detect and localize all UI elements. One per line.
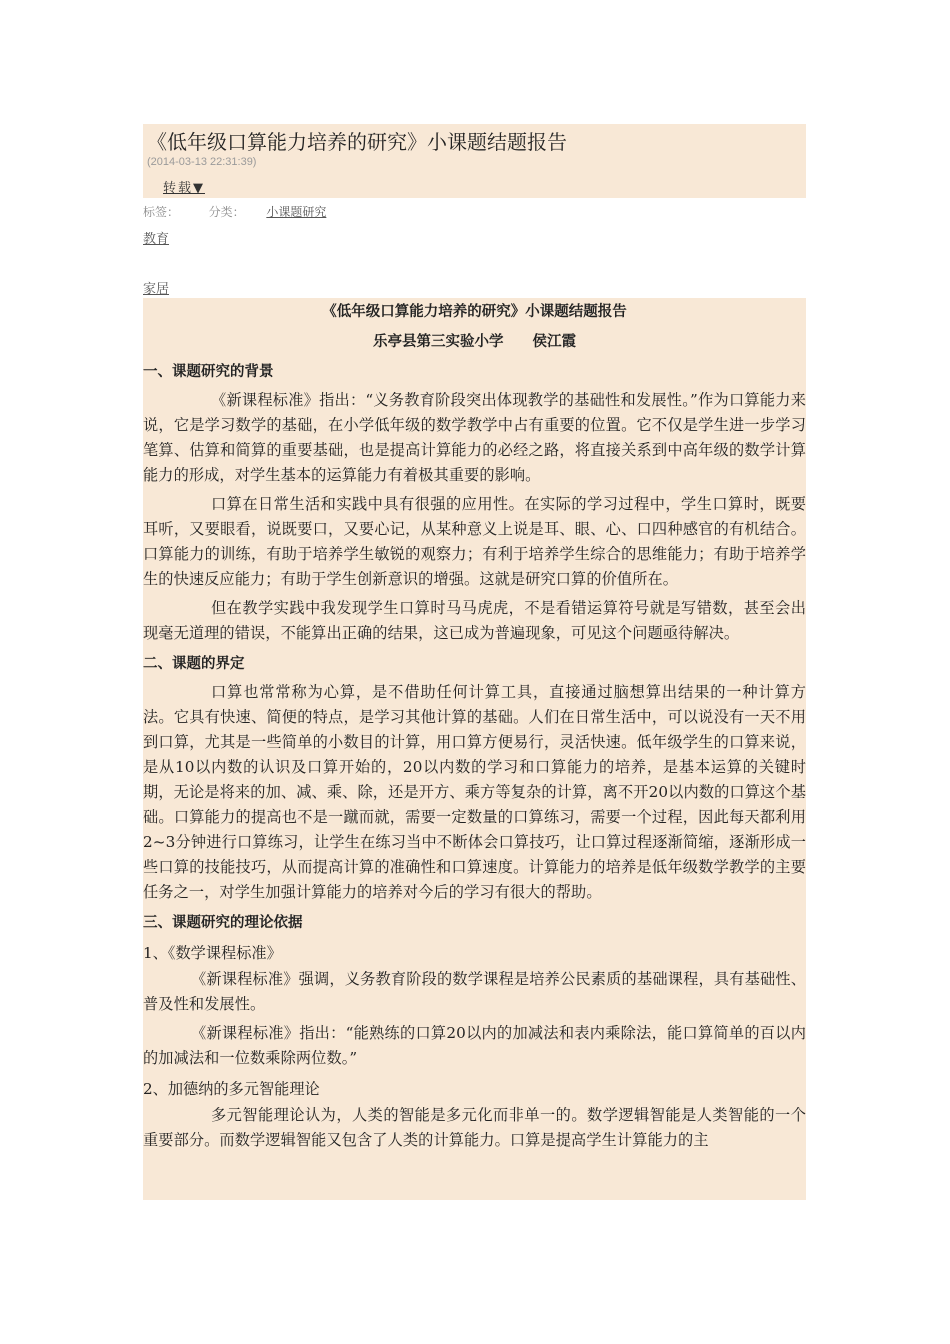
tag-link-education[interactable]: 教育 [143,232,170,247]
article-body [143,298,806,1200]
tags-label: 标签： [143,205,180,219]
post-header [143,124,806,198]
category-link[interactable]: 小课题研究 [266,205,327,219]
paragraph-2: 口算在日常生活和实践中具有很强的应用性。在实际的学习过程中，学生口算时，既要耳听，又要眼看，说既要口，又要心记，从某种意义上说是耳、眼、心、口四种感官的有机结合。口算能力的训练，有助于培养学生敏锐的观察力；有利于培养学生综合的思维能力；有助于培养学生的快速反应能力；有助于学生创新意识的增强。这就是研究口算的价值所在。 [143,495,806,588]
list-item-2: 2、加德纳的多元智能理论 [143,1080,320,1098]
repost-button[interactable]: 转载▼ [163,181,205,196]
paragraph-6: 《新课程标准》指出：“能熟练的口算20以内的加减法和表内乘除法，能口算简单的百以内的加减法和一位数乘除两位数。” [143,1024,806,1067]
tag-link-home[interactable]: 家居 [143,282,170,297]
paragraph-4: 口算也常常称为心算，是不借助任何计算工具，直接通过脑想算出结果的一种计算方法。它具有快速、简便的特点，是学习其他计算的基础。人们在日常生活中，可以说没有一天不用到口算，尤其是一些简单的小数目的计算，用口算方便易行，灵活快速。低年级学生的口算来说，是从10以内数的认识及口算开始的，20以内数的学习和口算能力的培养，是基本运算的关键时期，无论是将来的加、减、乘、除，还是开方、乘方等复杂的计算，离不开20以内数的口算这个基础。口算能力的提高也不是一蹴而就，需要一定数量的口算练习，需要一个过程，因此每天都利用2~3分钟进行口算练习，让学生在练习当中不断体会口算技巧，让口算过程逐渐简缩，逐渐形成一些口算的技能技巧，从而提高计算的准确性和口算速度。计算能力的培养是低年级数学教学的主要任务之一，对学生加强计算能力的培养对今后的学习有很大的帮助。 [143,683,806,901]
paragraph-7: 多元智能理论认为，人类的智能是多元化而非单一的。数学逻辑智能是人类智能的一个重要部分。而数学逻辑智能又包含了人类的计算能力。口算是提高学生计算能力的主 [143,1106,806,1149]
post-timestamp: (2014-03-13 22:31:39) [147,156,257,168]
meta-row [143,203,326,220]
list-item-1: 1、《数学课程标准》 [143,944,282,962]
paragraph-5: 《新课程标准》强调，义务教育阶段的数学课程是培养公民素质的基础课程，具有基础性、普及性和发展性。 [143,970,806,1013]
post-title: 《低年级口算能力培养的研究》小课题结题报告 [147,130,567,154]
article-title: 《低年级口算能力培养的研究》小课题结题报告 [322,304,627,320]
section-heading-3: 三、课题研究的理论依据 [143,915,303,931]
section-heading-2: 二、课题的界定 [143,656,245,672]
paragraph-1: 《新课程标准》指出：“义务教育阶段突出体现教学的基础性和发展性。”作为口算能力来说，它是学习数学的基础，在小学低年级的数学教学中占有重要的位置。它不仅是学生进一步学习笔算、估算和简算的重要基础，也是提高计算能力的必经之路，将直接关系到中高年级的数学计算能力的形成，对学生基本的运算能力有着极其重要的影响。 [143,391,806,484]
author-line: 乐亭县第三实验小学 侯江霞 [373,334,576,350]
paragraph-3: 但在教学实践中我发现学生口算时马马虎虎，不是看错运算符号就是写错数，甚至会出现毫无道理的错误，不能算出正确的结果，这已成为普遍现象，可见这个问题亟待解决。 [143,599,806,642]
category-label: 分类： [208,205,245,219]
section-heading-1: 一、课题研究的背景 [143,364,274,380]
